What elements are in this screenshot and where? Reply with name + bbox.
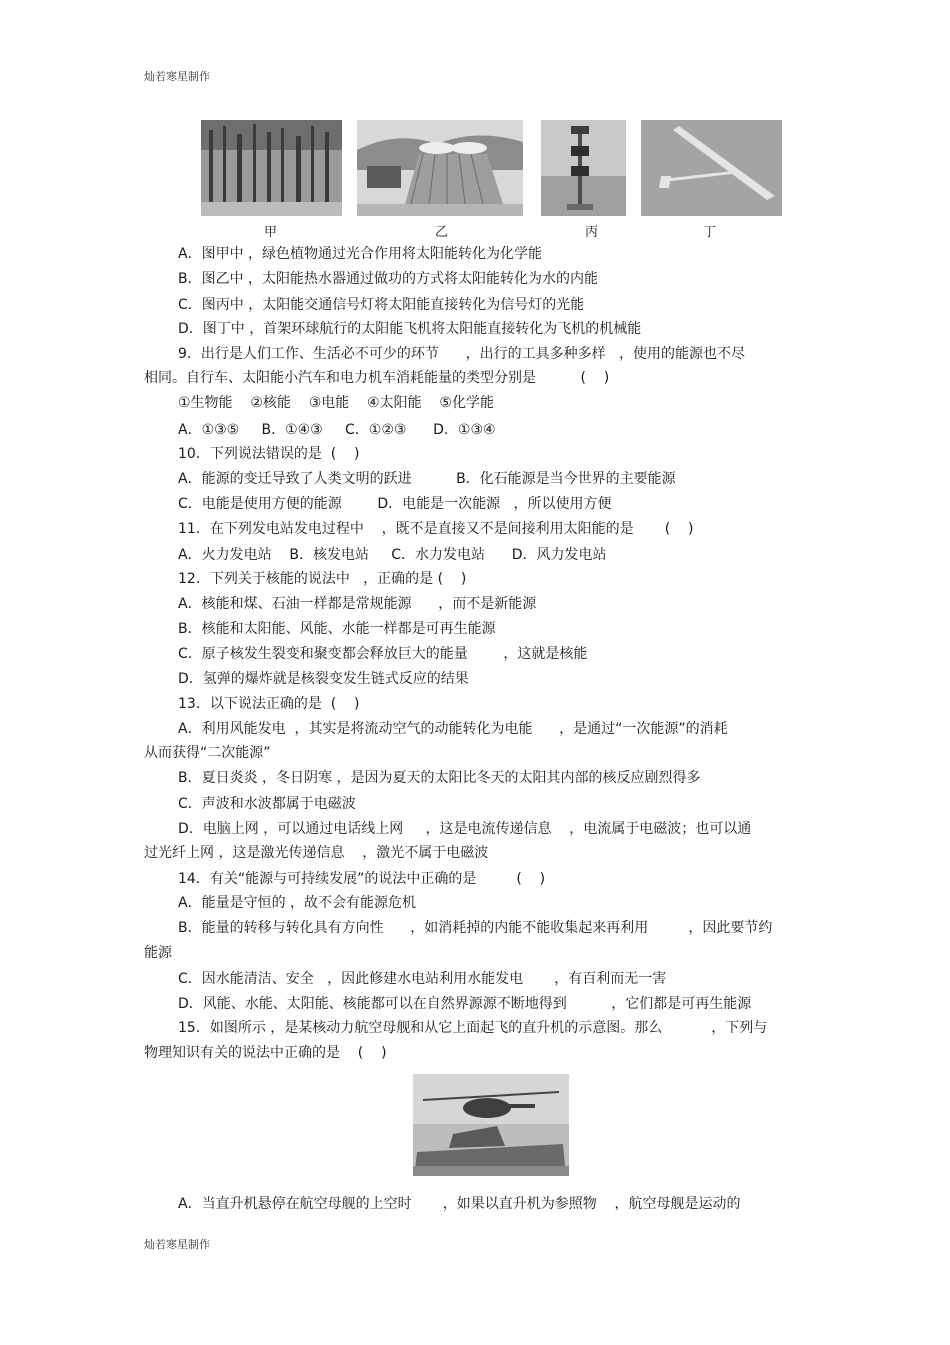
question-13: 13．以下说法正确的是 ( ) [178,696,360,712]
solar-traffic-light-photo [541,120,626,216]
caption-bing: 丙 [585,225,599,240]
option-12c: C．原子核发生裂变和聚变都会释放巨大的能量 ，这就是核能 [178,646,588,662]
option-13a-cont: 从而获得“二次能源” [144,745,271,761]
option-14b-cont: 能源 [144,945,172,961]
question-12: 12．下列关于核能的说法中 ，正确的是 ( ) [178,571,467,587]
option-10cd: C．电能是使用方便的能源 D．电能是一次能源 ，所以使用方便 [178,496,612,512]
option-12d: D．氢弹的爆炸就是核裂变发生链式反应的结果 [178,671,469,687]
question-11-options: A．火力发电站 B．核发电站 C．水力发电站 D．风力发电站 [178,547,607,563]
caption-jia: 甲 [264,225,278,240]
question-14: 14．有关“能源与可持续发展”的说法中正确的是 ( ) [178,871,546,887]
option-12a: A．核能和煤、石油一样都是常规能源 ，而不是新能源 [178,596,537,612]
option-14b: B．能量的转移与转化具有方向性 ，如消耗掉的内能不能收集起来再利用 ，因此要节约 [178,920,773,936]
option-14a: A．能量是守恒的 ，故不会有能源危机 [178,895,417,911]
option-13d-cont: 过光纤上网 ，这是激光传递信息 ，激光不属于电磁波 [144,845,489,861]
option-8d: D．图丁中 ，首架环球航行的太阳能飞机将太阳能直接转化为飞机的机械能 [178,321,642,337]
question-9-cont: 相同。自行车、太阳能小汽车和电力机车消耗能量的类型分别是 ( ) [144,370,610,386]
option-13b: B．夏日炎炎 ，冬日阴寒 ，是因为夏天的太阳比冬天的太阳其内部的核反应剧烈得多 [178,770,701,786]
forest-photo [201,120,342,216]
option-15a: A．当直升机悬停在航空母舰的上空时 ，如果以直升机为参照物 ，航空母舰是运动的 [178,1196,741,1212]
question-10: 10．下列说法错误的是 ( ) [178,446,360,462]
option-13d: D．电脑上网 ，可以通过电话线上网 ，这是电流传递信息 ，电流属于电磁波；也可以通 [178,821,752,837]
option-8c: C．图丙中 ，太阳能交通信号灯将太阳能直接转化为信号灯的光能 [178,297,585,313]
option-13c: C．声波和水波都属于电磁波 [178,796,356,812]
question-9-items: ①生物能 ②核能 ③电能 ④太阳能 ⑤化学能 [178,395,494,411]
caption-yi: 乙 [435,225,449,240]
option-14c: C．因水能清洁、安全 ，因此修建水电站利用水能发电 ，有百利而无一害 [178,971,667,987]
option-10ab: A．能源的变迁导致了人类文明的跃进 B．化石能源是当今世界的主要能源 [178,471,676,487]
option-12b: B．核能和太阳能、风能、水能一样都是可再生能源 [178,621,496,637]
solar-airplane-photo [641,120,782,216]
question-15-cont: 物理知识有关的说法中正确的是 ( ) [144,1045,387,1061]
option-13a: A．利用风能发电 ，其实是将流动空气的动能转化为电能 ，是通过“一次能源”的消耗 [178,721,728,737]
option-8b: B．图乙中 ，太阳能热水器通过做功的方式将太阳能转化为水的内能 [178,271,599,287]
page-header: 灿若寒星制作 [144,70,210,83]
option-8a: A．图甲中 ，绿色植物通过光合作用将太阳能转化为化学能 [178,246,543,262]
caption-ding: 丁 [703,225,717,240]
aircraft-carrier-helicopter-photo [413,1074,569,1176]
question-9-options: A．①③⑤ B．①④③ C．①②③ D．①③④ [178,422,496,438]
question-9: 9．出行是人们工作、生活必不可少的环节 ，出行的工具多种多样 ，使用的能源也不尽 [178,346,745,362]
option-14d: D．风能、水能、太阳能、核能都可以在自然界源源不断地得到 ，它们都是可再生能源 [178,996,752,1012]
page-footer: 灿若寒星制作 [144,1238,210,1251]
question-15: 15．如图所示 ，是某核动力航空母舰和从它上面起飞的直升机的示意图。那么 ，下列与 [178,1020,768,1036]
question-11: 11．在下列发电站发电过程中 ，既不是直接又不是间接利用太阳能的是 ( ) [178,521,694,537]
solar-water-heater-photo [357,120,523,216]
